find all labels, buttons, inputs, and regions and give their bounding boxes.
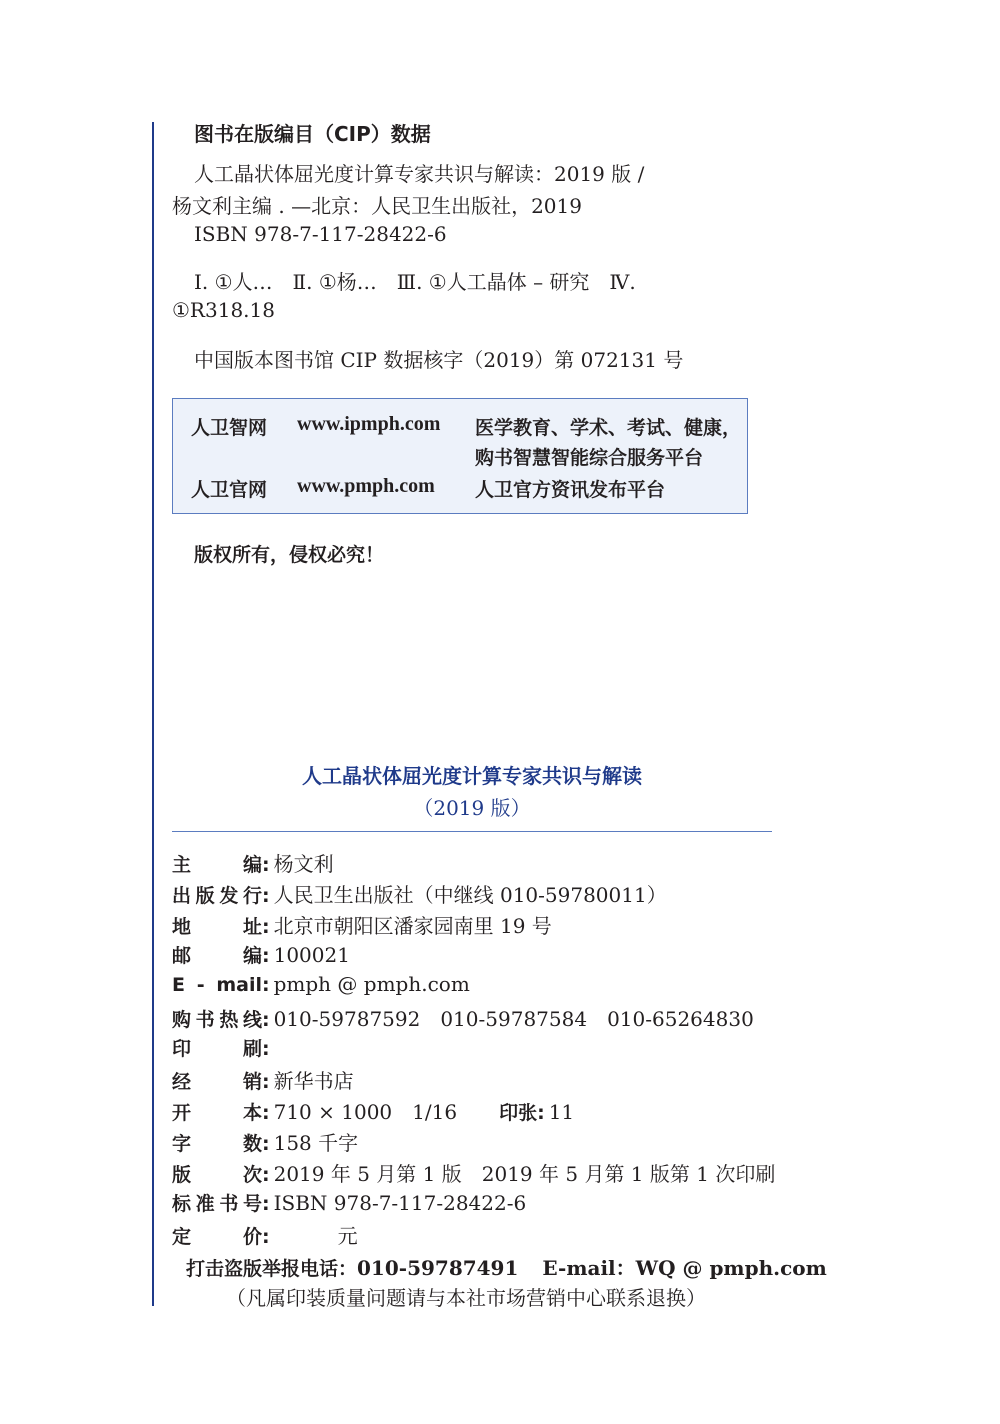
colophon-row-publisher: 出版发行: 人民卫生出版社（中继线 010-59780011）: [172, 883, 667, 907]
colophon-row-email: E - mail: pmph @ pmph.com: [172, 972, 470, 996]
colophon-row-postcode: 邮编: 100021: [172, 943, 350, 967]
cip-line-3: ISBN 978-7-117-28422-6: [194, 222, 447, 246]
colophon-label: 主编: [172, 854, 262, 876]
colophon-value: 710 × 1000 1/16: [273, 1100, 458, 1124]
site-desc-ipmph-1: 医学教育、学术、考试、健康，: [475, 417, 742, 439]
site-url-ipmph[interactable]: www.ipmph.com: [297, 413, 441, 435]
colophon-label: 字数: [172, 1133, 262, 1155]
colophon-value: 元: [337, 1224, 358, 1248]
margin-rule: [152, 122, 154, 1306]
piracy-label: 打击盗版举报电话：: [186, 1258, 358, 1280]
colophon-label: 出版发行: [172, 885, 262, 907]
colophon-row-hotline: 购书热线: 010-59787592 010-59787584 010-65264830: [172, 1007, 754, 1031]
colophon-label: 印刷: [172, 1038, 262, 1060]
site-url-pmph[interactable]: www.pmph.com: [297, 475, 435, 497]
colophon-label: E - mail: [172, 974, 262, 996]
colophon-value: 2019 年 5 月第 1 版 2019 年 5 月第 1 版第 1 次印刷: [273, 1162, 776, 1186]
colophon-value-sheets: 11: [548, 1100, 575, 1124]
colophon-row-distributor: 经销: 新华书店: [172, 1069, 354, 1093]
cip-line-4: Ⅰ. ①人… Ⅱ. ①杨… Ⅲ. ①人工晶体 – 研究 Ⅳ.: [194, 270, 636, 294]
colophon-value: 100021: [273, 943, 350, 967]
colophon-row-editor: 主编: 杨文利: [172, 852, 334, 876]
colophon-value: 新华书店: [273, 1069, 354, 1093]
colophon-label-sheets: 印张: [499, 1102, 538, 1124]
colophon-value: 杨文利: [273, 852, 334, 876]
colophon-value: 010-59787592 010-59787584 010-65264830: [273, 1007, 754, 1031]
colophon-row-address: 地址: 北京市朝阳区潘家园南里 19 号: [172, 914, 552, 938]
colophon-value: 北京市朝阳区潘家园南里 19 号: [273, 914, 552, 938]
colophon-value: 人民卫生出版社（中继线 010-59780011）: [273, 883, 667, 907]
cip-line-1: 人工晶状体屈光度计算专家共识与解读：2019 版 /: [194, 162, 645, 186]
return-notice: （凡属印装质量问题请与本社市场营销中心联系退换）: [226, 1286, 706, 1310]
cip-title: 图书在版编目（CIP）数据: [194, 122, 431, 146]
site-desc-pmph: 人卫官方资讯发布平台: [475, 479, 666, 501]
colophon-label: 经销: [172, 1071, 262, 1093]
colophon-row-edition: 版次: 2019 年 5 月第 1 版 2019 年 5 月第 1 版第 1 次印刷: [172, 1162, 776, 1186]
colophon-label: 地址: [172, 916, 262, 938]
cip-line-2: 杨文利主编 . —北京：人民卫生出版社，2019: [172, 194, 582, 218]
colophon-row-isbn: 标准书号: ISBN 978-7-117-28422-6: [172, 1191, 527, 1215]
colophon-label: 购书热线: [172, 1009, 262, 1031]
cip-line-6: 中国版本图书馆 CIP 数据核字（2019）第 072131 号: [194, 348, 684, 372]
colophon-label: 邮编: [172, 945, 262, 967]
divider: [172, 831, 772, 832]
colophon-value[interactable]: pmph @ pmph.com: [273, 972, 470, 996]
site-desc-ipmph-2: 购书智慧智能综合服务平台: [475, 447, 704, 469]
colophon-label: 标准书号: [172, 1193, 262, 1215]
colophon-label: 定价: [172, 1226, 262, 1248]
colophon-label: 开本: [172, 1102, 262, 1124]
copyright-notice: 版权所有，侵权必究！: [194, 544, 385, 566]
website-info-box: [172, 398, 748, 514]
piracy-email-label: E-mail：: [542, 1256, 636, 1280]
colophon-row-price: 定价: 元: [172, 1224, 358, 1248]
colophon-row-printer: 印刷:: [172, 1034, 274, 1064]
site-name-ipmph: 人卫智网: [191, 417, 268, 439]
book-title: 人工晶状体屈光度计算专家共识与解读: [302, 764, 642, 788]
colophon-row-wordcount: 字数: 158 千字: [172, 1131, 359, 1155]
piracy-phone: 010-59787491: [357, 1256, 519, 1280]
colophon-value: 158 千字: [273, 1131, 359, 1155]
colophon-row-format: 开本: 710 × 1000 1/16 印张: 11: [172, 1100, 575, 1124]
anti-piracy-line: [186, 1252, 827, 1281]
colophon-value: ISBN 978-7-117-28422-6: [273, 1191, 527, 1215]
book-edition: （2019 版）: [413, 796, 531, 820]
colophon-label: 版次: [172, 1164, 262, 1186]
piracy-email[interactable]: WQ @ pmph.com: [635, 1256, 827, 1280]
site-name-pmph: 人卫官网: [191, 479, 268, 501]
cip-line-5: ①R318.18: [172, 298, 275, 322]
